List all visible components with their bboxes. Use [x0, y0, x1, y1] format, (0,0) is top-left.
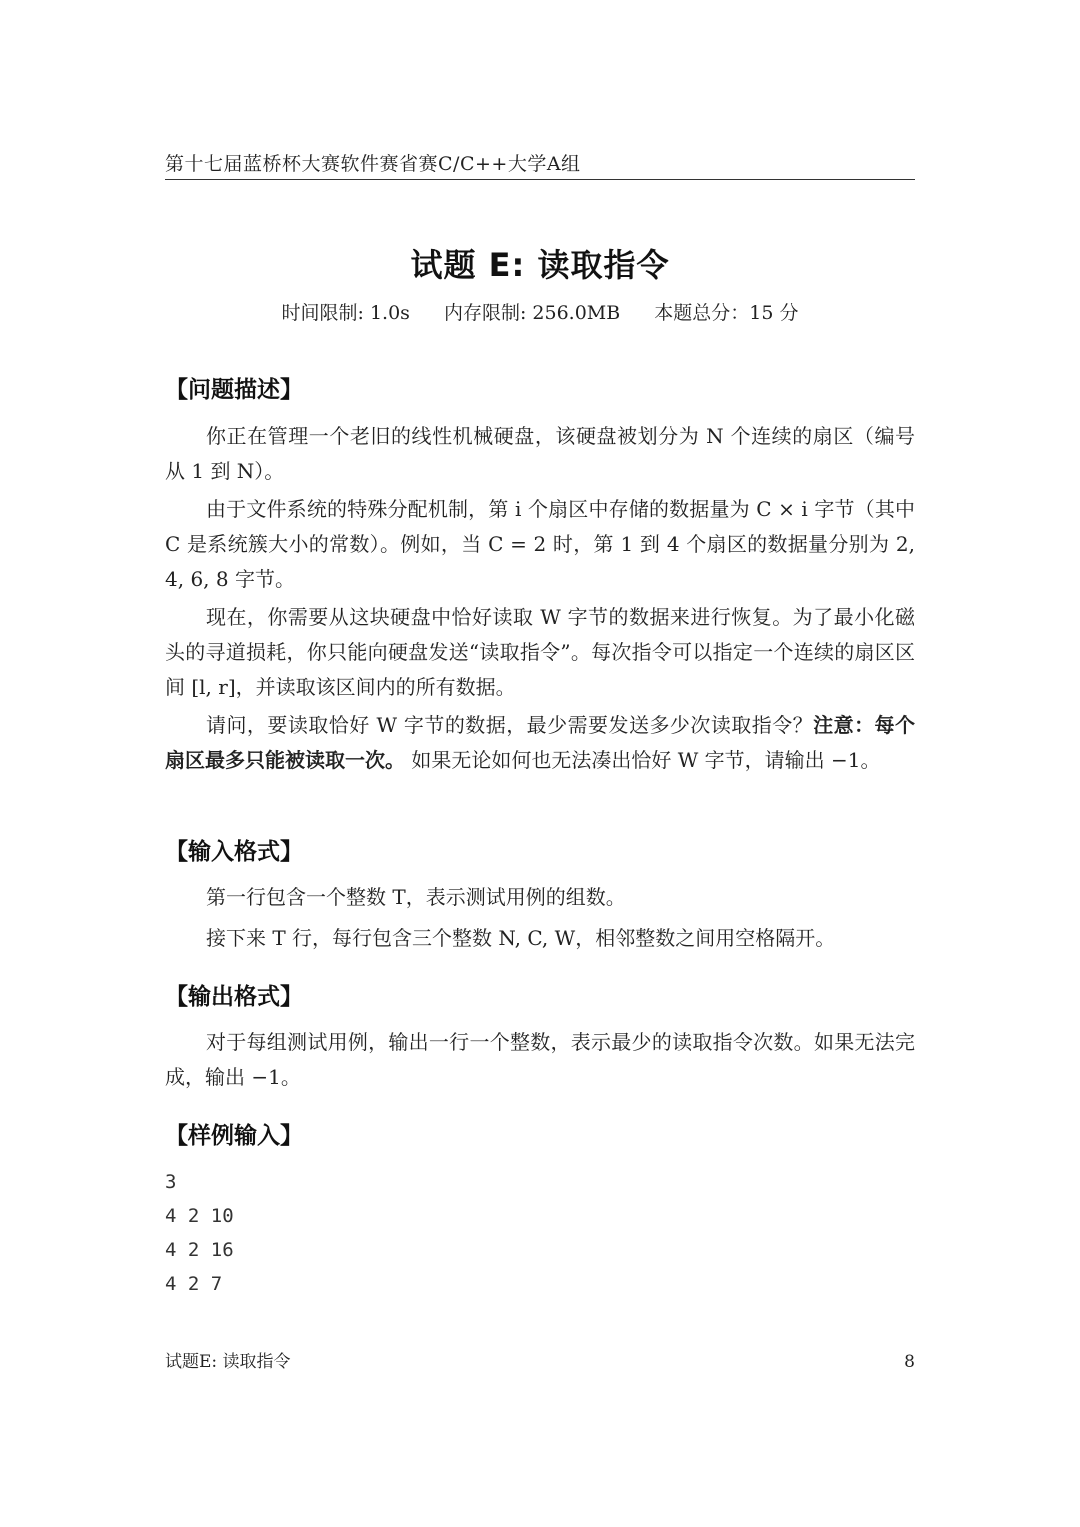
input-format-paragraph-2: 接下来 T 行，每行包含三个整数 N, C, W，相邻整数之间用空格隔开。	[206, 926, 836, 950]
output-format-paragraph-1: 对于每组测试用例，输出一行一个整数，表示最少的读取指令次数。如果无法完成，输出 −1。	[165, 1030, 915, 1089]
input-format-paragraph-1: 第一行包含一个整数 T，表示测试用例的组数。	[206, 885, 626, 909]
output-format-heading: 【输出格式】	[165, 984, 303, 1010]
footer-problem-name: 试题E: 读取指令	[165, 1352, 291, 1372]
running-header: 第十七届蓝桥杯大赛软件赛省赛C/C++大学A组	[165, 153, 581, 175]
description-question: 请问，要读取恰好 W 字节的数据，最少需要发送多少次读取指令？	[206, 713, 814, 737]
sample-input-line: 4 2 7	[165, 1273, 223, 1295]
description-paragraph-1: 你正在管理一个老旧的线性机械硬盘，该硬盘被划分为 N 个连续的扇区（编号从 1 到 N）。	[165, 424, 915, 483]
page-number: 8	[904, 1352, 915, 1372]
total-score: 本题总分：15 分	[654, 302, 799, 324]
description-heading: 【问题描述】	[165, 377, 303, 403]
sample-input-line: 4 2 16	[165, 1239, 234, 1261]
limits-line	[0, 298, 1080, 328]
description-note: 注意：每个扇区最多只能被读取一次。	[165, 713, 915, 772]
problem-title: 试题 E: 读取指令	[410, 246, 670, 284]
time-limit: 时间限制: 1.0s	[281, 302, 410, 324]
sample-input-line: 4 2 10	[165, 1205, 234, 1227]
sample-input-heading: 【样例输入】	[165, 1123, 303, 1149]
sample-input-line: 3	[165, 1171, 177, 1193]
memory-limit: 内存限制: 256.0MB	[443, 302, 621, 324]
description-paragraph-3: 现在，你需要从这块硬盘中恰好读取 W 字节的数据来进行恢复。为了最小化磁头的寻道损耗，你只能向硬盘发送“读取指令”。每次指令可以指定一个连续的扇区区间 [l, r]，并读取该区间内的所有数据。	[165, 605, 915, 699]
header-rule	[165, 179, 915, 180]
description-paragraph-4	[165, 708, 915, 778]
description-fallback: 如果无论如何也无法凑出恰好 W 字节，请输出 −1。	[405, 748, 881, 772]
input-format-heading: 【输入格式】	[165, 839, 303, 865]
description-paragraph-2: 由于文件系统的特殊分配机制，第 i 个扇区中存储的数据量为 C × i 字节（其中 C 是系统簇大小的常数）。例如，当 C = 2 时，第 1 到 4 个扇区的数据量分别为 2, 4, 6, 8 字节。	[165, 497, 915, 591]
sample-input-block	[165, 1165, 234, 1301]
